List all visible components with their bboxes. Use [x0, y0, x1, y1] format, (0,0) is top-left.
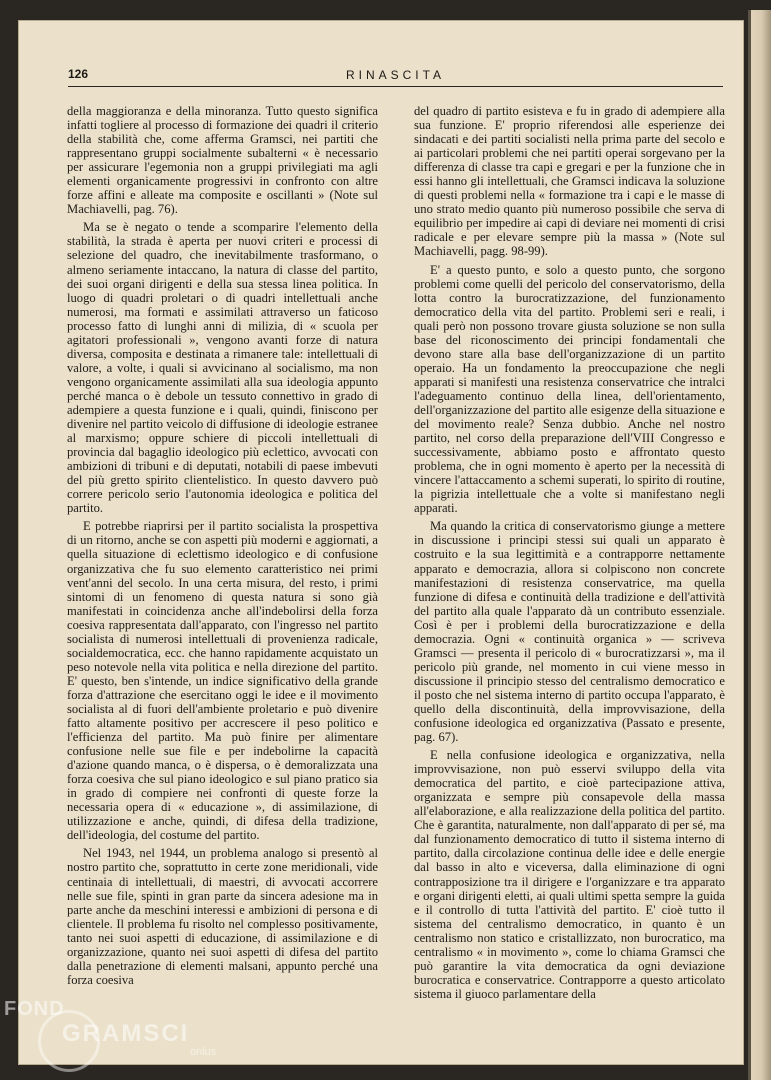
- page-header: [68, 66, 723, 87]
- book-spine: [748, 10, 771, 1080]
- watermark-line-2: GRAMSCI: [62, 1020, 190, 1047]
- spine-edge: [748, 10, 751, 1080]
- left-paragraph-2: Ma se è negato o tende a scomparire l'elemento della stabilità, la strada è aperta per nuovi criteri e processi di selezione del quadro, che inevitabilmente trasformano, o almeno seriamente intaccano, la natura di classe del partito, dei suoi organi dirigenti e della sua stessa linea politica. In luogo di quadri proletari o di quadri intellettuali anche numerosi, ma formati e assimilati attraverso un faticoso processo fatto di lunghi anni di milizia, di « scuola per agitatori professionali », vengono avanti forze di natura diversa, composita e destinata a rimanere tale: intellettuali di valore, a volte, i quali si avvicinano al socialismo, ma non vengono organicamente assimilati alla sua ideologia appunto perché manca o è debole un tessuto connettivo in grado di adempiere a questa funzione e i quali, quindi, finiscono per divenire nel partito veicolo di diffusione di ideologie estranee al marxismo; oppure schiere di piccoli intellettuali di provincia dal bagaglio ideologico più eclettico, avvocati con ambizioni di tribuni e di deputati, notabili di paese imbevuti del più gretto spirito clientelistico. In questo davvero può correre pericolo serio l'autonomia ideologica e politica del partito.: [67, 220, 378, 516]
- left-paragraph-3: E potrebbe riaprirsi per il partito socialista la prospettiva di un ritorno, anche se con aspetti più moderni e aggiornati, a quella situazione di eclettismo ideologico e di confusione organizzativa che fu suo elemento caratteristico nei primi vent'anni del secolo. In una certa misura, del resto, i primi sintomi di un fenomeno di questa natura si sono già manifestati in coincidenza anche all'indebolirsi della forza coesiva rappresentata dall'apparato, con l'ingresso nel partito socialista di numerosi intellettuali di provenienza radicale, socialdemocratica, ecc. che hanno rapidamente acquistato un peso notevole nella vita politica e nella direzione del partito. E' questo, ben s'intende, un indice significativo della grande forza d'attrazione che esercitano oggi le idee e il movimento socialista al di fuori dell'ambiente proletario e può divenire fatto altamente positivo per accrescere il peso politico e l'efficienza del partito. Ma può finire per alimentare confusione nelle sue file e per indebolirne la capacità d'azione quando manca, o è dispersa, o è demoralizzata una forza coesiva che sul piano ideologico e sul piano pratico sia in grado di compiere nei confronti di queste forze la necessaria opera di « educazione », di assimilazione, di utilizzazione e anche, quindi, di difesa della tradizione, dell'ideologia, del costume del partito.: [67, 519, 378, 843]
- left-column: [67, 104, 378, 991]
- watermark-line-3: onlus: [190, 1046, 217, 1058]
- right-paragraph-1: del quadro di partito esisteva e fu in grado di adempiere alla sua funzione. E' proprio riferendosi alle esperienze dei sindacati e dei partiti socialisti nella prima parte del secolo e ai particolari problemi che nei partiti operai sorgevano per la differenza di classe tra capi e gregari e per la funzione che in essi hanno gli intellettuali, che Gramsci indicava la soluzione di questi problemi nella « formazione tra i capi e le masse di uno strato medio quanto più numeroso possibile che serva di equilibrio per impedire ai capi di deviare nei momenti di crisi radicale e per elevare sempre più la massa » (Note sul Machiavelli, pagg. 98-99).: [414, 104, 725, 259]
- left-paragraph-4: Nel 1943, nel 1944, un problema analogo si presentò al nostro partito che, soprattutto in certe zone meridionali, vide centinaia di intellettuali, di maestri, di avvocati accorrere nelle sue file, spinti in gran parte da sincera adesione ma in parte anche da meschini interessi e ambizioni di persona e di clientele. Il problema fu risolto nel complesso positivamente, tanto nei suoi aspetti di educazione, di assimilazione e di organizzazione, quanto nei suoi aspetti di difesa del partito dalla penetrazione di elementi malsani, appunto perché una forza coesiva: [67, 846, 378, 987]
- left-paragraph-1: della maggioranza e della minoranza. Tutto questo significa infatti togliere al processo di formazione dei quadri il criterio della stabilità che, come afferma Gramsci, nei partiti che rappresentano gruppi socialmente subalterni « è necessario per assicurare l'egemonia non a gruppi privilegiati ma agli elementi organicamente progressivi in confronto con altre forze affini e alleate ma composite e oscillanti » (Note sul Machiavelli, pag. 76).: [67, 104, 378, 217]
- right-paragraph-3: Ma quando la critica di conservatorismo giunge a mettere in discussione i principi stessi sui quali un apparato è costruito e la sua legittimità e a contrapporre nettamente apparato e democrazia, allora si colpiscono non concrete manifestazioni di resistenza conservatrice, ma quella funzione di difesa e continuità della tradizione e dell'attività del partito alla quale l'apparato dà un contributo essenziale. Così è per i problemi della burocratizzazione e della democrazia. Ogni « continuità organica » — scriveva Gramsci — presenta il pericolo di « burocratizzarsi », ma il pericolo più grande, nel momento in cui viene messo in discussione il principio stesso del centralismo democratico e il posto che nel sistema interno di partito occupa l'apparato, è quello della discontinuità, della improvvisazione, della confusione ideologica ed organizzativa (Passato e presente, pag. 67).: [414, 519, 725, 745]
- right-paragraph-4: E nella confusione ideologica e organizzativa, nella improvvisazione, non può esservi sviluppo della vita democratica del partito, e cioè partecipazione attiva, organizzata e sempre più consapevole della massa all'elaborazione, e alla realizzazione della politica del partito. Che è garantita, naturalmente, non dall'apparato di per sé, ma dal funzionamento democratico di tutto il sistema interno di partito, dalla circolazione continua delle idee e delle energie dal basso in alto e viceversa, dalla eliminazione di ogni contrapposizione tra il dirigere e l'organizzare e tra apparato e organi dirigenti eletti, ai quali ultimi spetta sempre la guida e il controllo di tutta l'attività del partito. E' cioè tutto il sistema del centralismo democratico, in quanto è un centralismo non statico e cristallizzato, non burocratico, ma centralismo « in movimento », come lo chiama Gramsci che può garantire la vita democratica da ogni deviazione burocratica e conservatrice. Contrapporre a questo articolato sistema il giuoco parlamentare della: [414, 748, 725, 1001]
- watermark-line-1: FOND: [4, 998, 65, 1020]
- fondazione-gramsci-watermark: [4, 990, 254, 1070]
- journal-title: RINASCITA: [345, 68, 446, 82]
- right-column: [414, 104, 725, 1005]
- right-paragraph-2: E' a questo punto, e solo a questo punto, che sorgono problemi come quelli del pericolo del conservatorismo, della lotta contro la burocratizzazione, del funzionamento democratico della vita del partito. Problemi seri e reali, i quali però non possono trovare giusta soluzione se non sulla base del riconoscimento dei principi fondamentali che devono stare alla base dell'organizzazione di un partito operaio. Ha un fondamento la preoccupazione che negli apparati si manifesti una resistenza conservatrice che intralci l'adeguamento continuo della linea, dell'orientamento, dell'organizzazione del partito alle esigenze della situazione e del movimento reale? Senza dubbio. Anche nel nostro partito, nel corso della preparazione dell'VIII Congresso e successivamente, abbiamo posto e affrontato questo problema, che in ogni momento è aperto per la necessità di vincere l'attaccamento a schemi superati, lo spirito di routine, la pigrizia intellettuale che a volte si manifestano negli apparati.: [414, 262, 725, 516]
- page-number: 126: [68, 67, 89, 81]
